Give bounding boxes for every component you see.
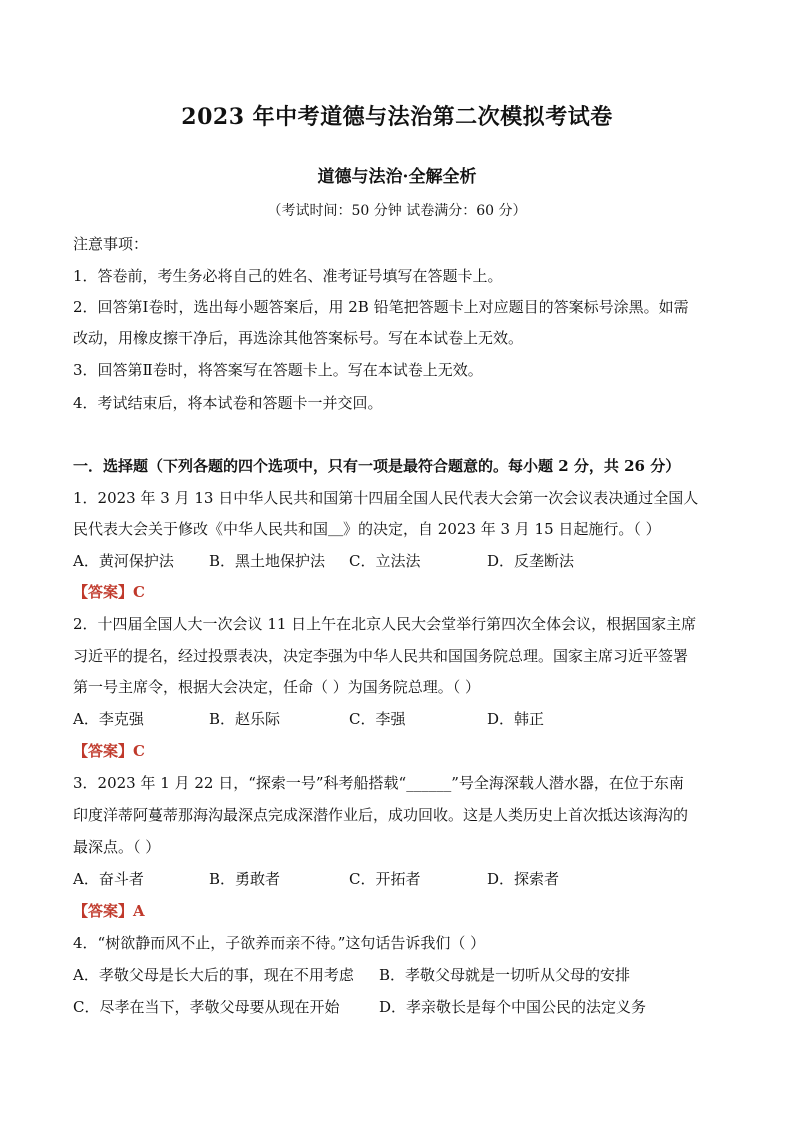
question-3-line: 3．2023 年 1 月 22 日，“探索一号”科考船搭载“______”号全海深载人潜水器，在位于东南 [73, 774, 684, 792]
note-item: 3．回答第Ⅱ卷时，将答案写在答题卡上。写在本试卷上无效。 [73, 361, 483, 379]
question-1-line: 民代表大会关于修改《中华人民共和国＿》的决定，自 2023 年 3 月 15 日起施行。（ ） [73, 520, 661, 538]
answer-tag: 【答案】 [73, 902, 134, 920]
question-4-options [73, 997, 733, 1017]
question-1-line: 1．2023 年 3 月 13 日中华人民共和国第十四届全国人民代表大会第一次会议表决通过全国人 [73, 489, 699, 507]
section-heading: 一．选择题（下列各题的四个选项中，只有一项是最符合题意的。每小题 2 分，共 26 分） [73, 457, 681, 475]
notes-heading: 注意事项： [73, 235, 149, 253]
question-2-options [73, 709, 733, 729]
question-2-line: 第一号主席令，根据大会决定，任命（ ）为国务院总理。（ ） [73, 678, 481, 696]
question-1-options [73, 551, 733, 571]
option-b[interactable]: B．勇敢者 [209, 870, 281, 888]
note-item: 4．考试结束后，将本试卷和答题卡一并交回。 [73, 394, 383, 412]
option-c[interactable]: C．立法法 [349, 552, 421, 570]
option-d[interactable]: D．反垄断法 [487, 552, 575, 570]
option-a[interactable]: A．李克强 [73, 710, 144, 728]
page-subtitle: 道德与法治·全解全析 [317, 167, 477, 187]
question-2-line: 2．十四届全国人大一次会议 11 日上午在北京人民大会堂举行第四次全体会议，根据国家主席 [73, 615, 697, 633]
question-1-answer [73, 582, 733, 602]
question-3-answer [73, 901, 733, 921]
answer-tag: 【答案】 [73, 583, 134, 601]
exam-info: （考试时间：50 分钟 试卷满分：60 分） [267, 203, 527, 219]
option-c[interactable]: C．开拓者 [349, 870, 421, 888]
question-3-line: 最深点。（ ） [73, 838, 161, 856]
question-3-line: 印度洋蒂阿蔓蒂那海沟最深点完成深潜作业后，成功回收。这是人类历史上首次抵达该海沟的 [73, 806, 689, 824]
option-a[interactable]: A．黄河保护法 [73, 552, 174, 570]
option-b[interactable]: B．孝敬父母就是一切听从父母的安排 [379, 966, 631, 984]
answer-tag: 【答案】 [73, 742, 134, 760]
question-3-options [73, 869, 733, 889]
option-c[interactable]: C．李强 [349, 710, 406, 728]
note-item: 改动，用橡皮擦干净后，再选涂其他答案标号。写在本试卷上无效。 [73, 329, 524, 347]
option-b[interactable]: B．赵乐际 [209, 710, 281, 728]
answer-value: A [133, 902, 145, 920]
answer-value: C [133, 742, 145, 760]
option-d[interactable]: D．孝亲敬长是每个中国公民的法定义务 [379, 998, 647, 1016]
option-a[interactable]: A．孝敬父母是长大后的事，现在不用考虑 [73, 966, 354, 984]
option-a[interactable]: A．奋斗者 [73, 870, 144, 888]
option-b[interactable]: B．黑土地保护法 [209, 552, 326, 570]
note-item: 2．回答第Ⅰ卷时，选出每小题答案后，用 2B 铅笔把答题卡上对应题目的答案标号涂黑。如需 [73, 298, 689, 316]
question-2-line: 习近平的提名，经过投票表决，决定李强为中华人民共和国国务院总理。国家主席习近平签署 [73, 647, 689, 665]
note-item: 1．答卷前，考生务必将自己的姓名、准考证号填写在答题卡上。 [73, 267, 503, 285]
question-2-answer [73, 741, 733, 761]
option-d[interactable]: D．韩正 [487, 710, 545, 728]
option-c[interactable]: C．尽孝在当下，孝敬父母要从现在开始 [73, 998, 340, 1016]
page-title: 2023 年中考道德与法治第二次模拟考试卷 [181, 104, 613, 130]
answer-value: C [133, 583, 145, 601]
option-d[interactable]: D．探索者 [487, 870, 560, 888]
question-4-line: 4．“树欲静而风不止，子欲养而亲不待。”这句话告诉我们（ ） [73, 934, 486, 952]
question-4-options [73, 965, 733, 985]
